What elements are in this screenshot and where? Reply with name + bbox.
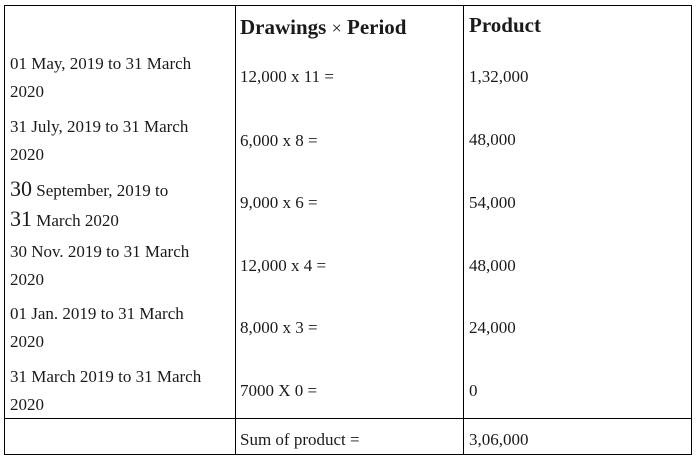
period-line-2: 2020 <box>10 82 44 101</box>
period-line-1: 30 Nov. 2019 to 31 March <box>10 242 190 261</box>
period-line-1 <box>10 175 168 205</box>
period-cell <box>10 363 201 419</box>
period-cell <box>10 50 191 106</box>
period-line-2: 2020 <box>10 395 44 414</box>
header-times-symbol: × <box>331 18 342 38</box>
product-cell: 1,32,000 <box>469 67 529 86</box>
drawings-product-table <box>4 5 692 455</box>
sum-of-product-total: 3,06,000 <box>469 430 529 449</box>
header-period-text: Period <box>347 15 407 39</box>
product-cell: 24,000 <box>469 318 516 337</box>
period-cell <box>10 238 189 294</box>
product-cell: 48,000 <box>469 130 516 149</box>
period-cell <box>10 113 188 169</box>
product-cell: 0 <box>469 381 478 400</box>
header-product: Product <box>469 13 541 37</box>
period-line-2 <box>10 205 168 235</box>
period-cell <box>10 175 168 235</box>
header-drawings-text: Drawings <box>240 15 327 39</box>
period-line-2: 2020 <box>10 270 44 289</box>
period-cell <box>10 300 184 356</box>
column-divider-1 <box>235 6 236 454</box>
period-day-number: 31 <box>10 206 32 231</box>
column-divider-2 <box>463 6 464 454</box>
period-line-1: 01 May, 2019 to 31 March <box>10 54 192 73</box>
calc-cell: 7000 X 0 = <box>240 381 318 400</box>
period-line-1: 31 March 2019 to 31 March <box>10 367 202 386</box>
calc-cell: 8,000 x 3 = <box>240 318 318 337</box>
calc-cell: 12,000 x 11 = <box>240 67 334 86</box>
period-day-number: 30 <box>10 176 32 201</box>
period-line-2: 2020 <box>10 145 44 164</box>
product-cell: 54,000 <box>469 193 516 212</box>
period-text: September, 2019 to <box>32 181 169 200</box>
product-cell: 48,000 <box>469 256 516 275</box>
period-line-1: 31 July, 2019 to 31 March <box>10 117 189 136</box>
header-drawings-period <box>240 14 406 41</box>
calc-cell: 6,000 x 8 = <box>240 131 318 150</box>
calc-cell: 12,000 x 4 = <box>240 256 327 275</box>
period-line-1: 01 Jan. 2019 to 31 March <box>10 304 184 323</box>
sum-of-product-label: Sum of product = <box>240 430 360 449</box>
calc-cell: 9,000 x 6 = <box>240 193 318 212</box>
period-text: March 2020 <box>32 211 119 230</box>
period-line-2: 2020 <box>10 332 44 351</box>
